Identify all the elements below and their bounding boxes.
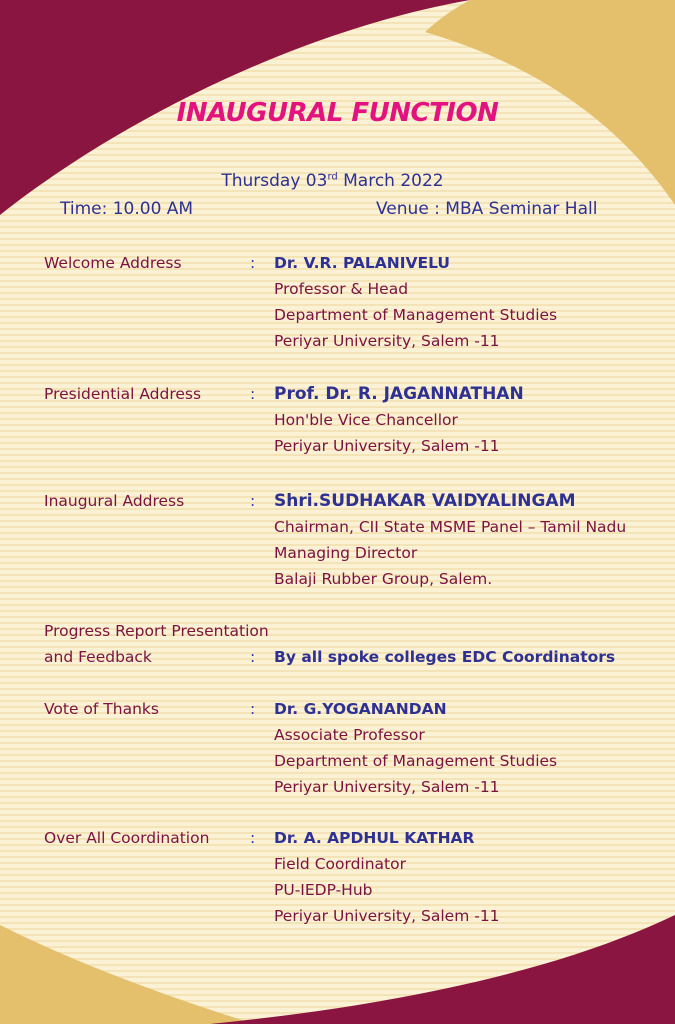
separator-colon: : [250, 700, 256, 718]
speaker-detail: Associate Professor [274, 726, 425, 744]
speaker-detail: Periyar University, Salem -11 [274, 907, 500, 925]
speaker-name: By all spoke colleges EDC Coordinators [274, 648, 616, 666]
speaker-detail: Professor & Head [274, 280, 409, 298]
speaker-name: Prof. Dr. R. JAGANNATHAN [274, 384, 524, 404]
program-label: Vote of Thanks [44, 700, 159, 718]
speaker-name: Dr. G.YOGANANDAN [274, 700, 447, 718]
date-suffix: rd [327, 171, 338, 183]
speaker-detail: Chairman, CII State MSME Panel – Tamil Nadu [274, 518, 627, 536]
speaker-name: Shri.SUDHAKAR VAIDYALINGAM [274, 491, 576, 511]
separator-colon: : [250, 254, 256, 272]
speaker-detail: Balaji Rubber Group, Salem. [274, 570, 493, 588]
event-date [0, 171, 665, 191]
program-details [274, 488, 626, 592]
program-details [274, 825, 500, 929]
speaker-detail: Periyar University, Salem -11 [274, 332, 500, 350]
speaker-detail: Periyar University, Salem -11 [274, 778, 500, 796]
separator-colon: : [250, 829, 256, 847]
event-title: INAUGURAL FUNCTION [176, 98, 499, 128]
program-label: Inaugural Address [44, 492, 185, 510]
speaker-detail: Department of Management Studies [274, 306, 558, 324]
gold-swoosh-bottom [0, 925, 255, 1024]
date-day: Thursday 03 [221, 171, 328, 191]
program-label: Progress Report Presentation [44, 622, 269, 640]
speaker-detail: PU-IEDP-Hub [274, 881, 373, 899]
program-label: Over All Coordination [44, 829, 210, 847]
program-label: Presidential Address [44, 385, 202, 403]
program-details [274, 696, 557, 800]
speaker-detail: Hon'ble Vice Chancellor [274, 411, 458, 429]
program-details [274, 644, 615, 670]
separator-colon: : [250, 648, 256, 666]
program-details [274, 250, 557, 354]
program-details [274, 381, 524, 459]
maroon-swoosh-bottom [210, 915, 675, 1024]
program-label: Welcome Address [44, 254, 182, 272]
speaker-detail: Department of Management Studies [274, 752, 558, 770]
speaker-detail: Field Coordinator [274, 855, 406, 873]
speaker-detail: Periyar University, Salem -11 [274, 437, 500, 455]
event-venue: Venue : MBA Seminar Hall [376, 199, 598, 219]
speaker-detail: Managing Director [274, 544, 418, 562]
separator-colon: : [250, 492, 256, 510]
speaker-name: Dr. V.R. PALANIVELU [274, 254, 451, 272]
event-time: Time: 10.00 AM [60, 199, 194, 219]
date-month-year: March 2022 [337, 171, 444, 191]
speaker-name: Dr. A. APDHUL KATHAR [274, 829, 475, 847]
program-label: and Feedback [44, 648, 152, 666]
separator-colon: : [250, 385, 256, 403]
